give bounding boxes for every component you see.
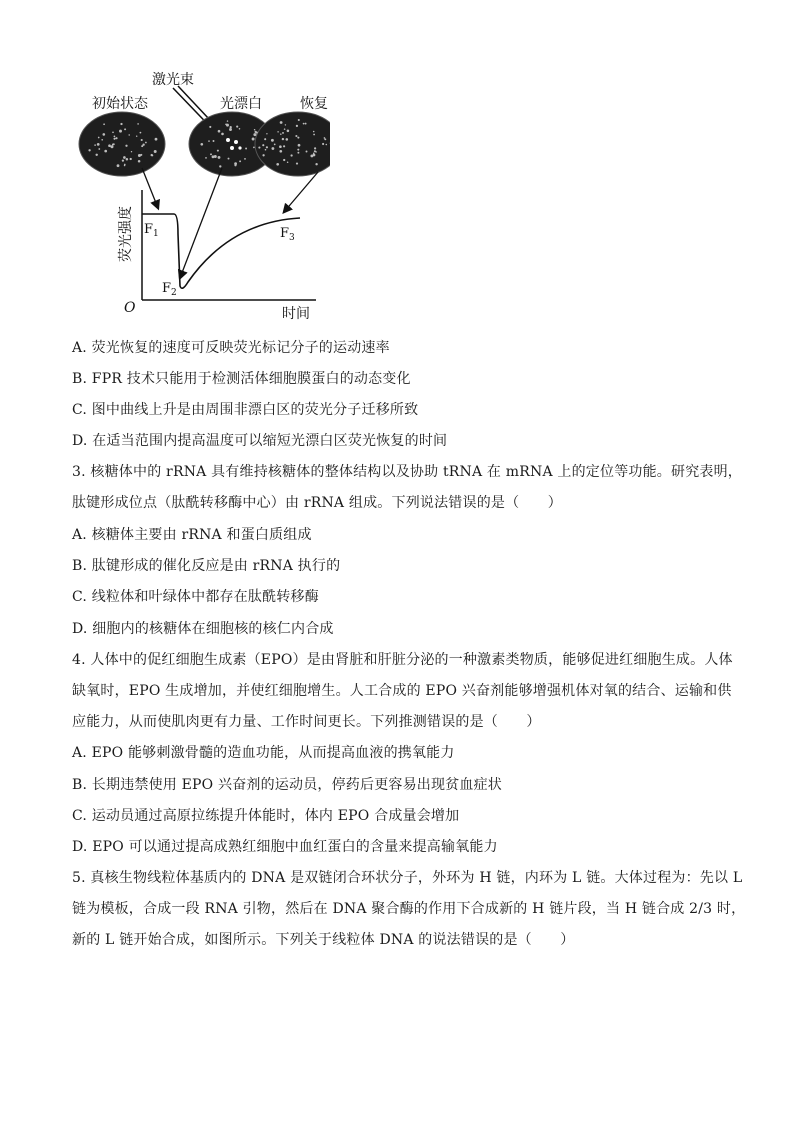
fluorescent-speckle — [218, 130, 221, 133]
fluorescent-speckle — [209, 126, 211, 128]
fluorescent-speckle — [213, 140, 215, 142]
fluorescent-speckle — [276, 163, 279, 166]
fluorescent-speckle — [297, 152, 299, 154]
fluorescent-speckle — [313, 134, 315, 136]
q3-option-c: C. 线粒体和叶绿体中都存在肽酰转移酶 — [72, 589, 319, 605]
origin-label: O — [124, 300, 136, 316]
q2-option-d: D. 在适当范围内提高温度可以缩短光漂白区荧光恢复的时间 — [72, 433, 448, 449]
fluorescent-speckle — [234, 162, 237, 165]
fluorescent-speckle — [111, 145, 114, 148]
fluorescent-speckle — [210, 153, 212, 155]
fluorescent-speckle — [258, 147, 260, 149]
fluorescent-speckle — [104, 150, 107, 153]
fluorescent-speckle — [95, 154, 97, 156]
fluorescent-speckle — [277, 131, 278, 132]
fluorescent-speckle — [218, 156, 221, 159]
svg-text:F: F — [144, 222, 154, 237]
q3-option-a: A. 核糖体主要由 rRNA 和蛋白质组成 — [72, 527, 312, 543]
fluorescent-speckle — [256, 132, 258, 134]
fluorescent-speckle — [262, 154, 264, 156]
fluorescent-speckle — [131, 151, 132, 152]
fluorescent-speckle — [124, 128, 126, 130]
fluorescent-speckle — [283, 145, 285, 147]
fluorescent-speckle — [112, 144, 114, 146]
fluorescent-speckle — [120, 123, 122, 125]
fluorescent-speckle — [136, 135, 137, 136]
q3-stem-line-2: 肽键形成位点（肽酰转移酶中心）由 rRNA 组成。下列说法错误的是（ ） — [72, 495, 562, 511]
q2-option-a: A. 荧光恢复的速度可反映荧光标记分子的运动速率 — [72, 340, 390, 356]
fluorescent-speckle — [130, 158, 132, 160]
fluorescent-speckle — [219, 165, 221, 167]
cell-image-recovery — [255, 112, 330, 176]
fluorescent-speckle — [266, 146, 268, 148]
fluorescent-speckle — [126, 158, 128, 161]
q2-option-c: C. 图中曲线上升是由周围非漂白区的荧光分子迁移所致 — [72, 402, 419, 418]
fluorescent-speckle — [125, 145, 127, 147]
fluorescent-speckle — [280, 121, 283, 124]
fluorescent-speckle — [313, 153, 315, 155]
fluorescent-speckle — [322, 143, 324, 145]
fluorescent-speckle — [296, 163, 298, 165]
fluorescent-speckle — [155, 138, 158, 141]
fluorescent-speckle — [282, 138, 284, 140]
fluorescent-speckle — [208, 140, 210, 142]
point-f2 — [162, 281, 177, 298]
fluorescent-speckle — [88, 149, 90, 151]
fluorescent-speckle — [310, 154, 313, 157]
fluorescent-speckle — [287, 161, 289, 163]
fluorescent-speckle — [265, 149, 267, 151]
q3-option-b: B. 肽键形成的催化反应是由 rRNA 执行的 — [72, 558, 341, 574]
fluorescent-speckle — [98, 137, 100, 139]
fluorescent-speckle — [284, 128, 286, 130]
q5-stem-line-3: 新的 L 链开始合成，如图所示。下列关于线粒体 DNA 的说法错误的是（ ） — [72, 932, 575, 948]
fluorescent-speckle — [236, 126, 238, 128]
fluorescent-speckle — [128, 134, 129, 135]
fluorescence-curve — [142, 214, 300, 288]
fluorescent-speckle — [140, 154, 142, 156]
fluorescent-speckle — [297, 149, 299, 151]
state-label-initial: 初始状态 — [92, 96, 148, 112]
q4-stem-line-3: 应能力，从而使肌肉更有力量、工作时间更长。下列推测错误的是（ ） — [72, 714, 541, 730]
fluorescent-speckle — [262, 144, 264, 146]
fluorescent-speckle — [298, 144, 301, 147]
fluorescent-speckle — [313, 131, 315, 133]
fluorescent-speckle — [117, 164, 120, 167]
fluorescent-speckle — [290, 154, 292, 156]
fluorescent-speckle — [253, 147, 255, 149]
fluorescent-speckle — [154, 150, 157, 153]
fluorescent-speckle — [205, 157, 207, 159]
fluorescent-speckle — [112, 131, 114, 133]
fluorescent-speckle — [296, 125, 298, 127]
fluorescent-speckle — [227, 120, 228, 121]
fluorescent-speckle — [239, 160, 241, 162]
fluorescent-speckle — [119, 130, 122, 133]
q5-stem-line-2: 链为模板，合成一段 RNA 引物，然后在 DNA 聚合酶的作用下合成新的 H 链片段，当 H 链合成 2/3 时， — [72, 901, 746, 917]
fluorescent-speckle — [145, 142, 147, 144]
q2-option-b: B. FPR 技术只能用于检测活体细胞膜蛋白的动态变化 — [72, 371, 411, 387]
fluorescent-speckle — [102, 133, 105, 136]
fluorescent-speckle — [271, 139, 274, 142]
q3-stem-line-1: 3. 核糖体中的 rRNA 具有维持核糖体的整体结构以及协助 tRNA 在 mRNA 上的定位等功能。研究表明， — [72, 464, 743, 480]
fluorescent-speckle — [217, 150, 219, 152]
frap-figure — [70, 60, 330, 325]
state-label-recovery: 恢复 — [300, 96, 328, 112]
svg-text:1: 1 — [153, 229, 159, 239]
fluorescent-speckle — [97, 143, 100, 146]
fluorescent-speckle — [152, 155, 154, 157]
fluorescent-speckle — [138, 160, 141, 163]
fluorescent-speckle — [282, 132, 284, 134]
fluorescent-speckle — [274, 144, 276, 146]
fluorescent-speckle — [253, 133, 256, 136]
figure-arrows — [142, 168, 318, 278]
fluorescent-speckle — [264, 138, 266, 140]
fluorescent-speckle — [101, 139, 103, 141]
fluorescent-speckle — [315, 151, 317, 153]
fluorescent-speckle — [229, 128, 232, 131]
y-axis-label: 荧光强度 — [118, 206, 134, 262]
fluorescent-speckle — [287, 130, 290, 133]
fluorescent-speckle — [280, 133, 282, 135]
q3-option-d: D. 细胞内的核糖体在细胞核的核仁内合成 — [72, 621, 334, 637]
fluorescent-speckle — [244, 158, 246, 160]
fluorescent-speckle — [286, 138, 289, 141]
fluorescent-speckle — [279, 145, 282, 148]
x-axis-label: 时间 — [282, 306, 310, 322]
fluorescent-speckle — [142, 144, 144, 146]
fluorescent-speckle — [295, 135, 297, 137]
fluorescent-speckle — [137, 123, 139, 125]
fluorescent-speckle — [122, 159, 124, 161]
fluorescent-speckle — [114, 136, 116, 138]
fluorescent-speckle — [297, 137, 299, 139]
fluorescent-speckle — [108, 144, 111, 147]
fluorescent-speckle — [221, 133, 224, 136]
fluorescent-speckle — [230, 126, 232, 128]
fluorescent-speckle — [306, 151, 308, 153]
fluorescent-speckle — [228, 158, 230, 160]
fluorescent-speckle — [115, 137, 117, 139]
fluorescent-speckle — [245, 148, 247, 150]
fluorescent-speckle — [303, 123, 305, 125]
fluorescent-speckle — [271, 147, 274, 150]
fluorescent-speckle — [279, 150, 282, 153]
fluorescent-speckle — [314, 147, 316, 149]
fluorescent-speckle — [123, 156, 126, 159]
fluorescent-speckle — [326, 144, 328, 146]
fluorescent-speckle — [252, 138, 255, 141]
svg-text:3: 3 — [289, 233, 295, 243]
fluorescent-speckle — [141, 139, 143, 141]
fluorescent-speckle — [239, 128, 241, 130]
fluorescent-speckle — [124, 165, 126, 167]
q4-option-b: B. 长期违禁使用 EPO 兴奋剂的运动员，停药后更容易出现贫血症状 — [72, 777, 503, 793]
fluorescent-speckle — [94, 144, 96, 146]
svg-text:2: 2 — [171, 288, 177, 298]
q4-stem-line-1: 4. 人体中的促红细胞生成素（EPO）是由肾脏和肝脏分泌的一种激素类物质，能够促进红细胞生成。人体 — [72, 652, 733, 668]
fluorescent-speckle — [298, 119, 300, 121]
cell-image-initial — [79, 112, 165, 176]
fluorescent-speckle — [254, 129, 255, 130]
laser-beam-label: 激光束 — [152, 72, 194, 88]
fluorescent-speckle — [266, 133, 267, 134]
fluorescent-speckle — [305, 123, 307, 125]
point-f1 — [144, 222, 159, 239]
fluorescent-speckle — [113, 138, 115, 140]
fluorescent-speckle — [140, 132, 142, 134]
state-label-photobleach: 光漂白 — [220, 96, 262, 112]
svg-text:F: F — [162, 281, 172, 296]
q4-stem-line-2: 缺氧时，EPO 生成增加，并使红细胞增生。人工合成的 EPO 兴奋剂能够增强机体对氧的结合、运输和供 — [72, 683, 732, 699]
point-f3 — [280, 226, 295, 243]
svg-text:F: F — [280, 226, 290, 241]
fluorescent-speckle — [324, 137, 326, 139]
fluorescent-speckle — [285, 124, 286, 125]
fluorescent-speckle — [283, 159, 285, 161]
fluorescent-speckle — [214, 155, 217, 158]
q4-option-c: C. 运动员通过高原拉练提升体能时，体内 EPO 合成量会增加 — [72, 808, 460, 824]
fluorescent-speckle — [200, 143, 203, 146]
q4-option-d: D. EPO 可以通过提高成熟红细胞中血红蛋白的含量来提高输氧能力 — [72, 839, 498, 855]
fluorescent-speckle — [103, 123, 105, 125]
q5-stem-line-1: 5. 真核生物线粒体基质内的 DNA 是双链闭合环状分子，外环为 H 链，内环为 L 链。大体过程为：先以 L — [72, 870, 743, 886]
q4-option-a: A. EPO 能够刺激骨髓的造血功能，从而提高血液的携氧能力 — [72, 745, 455, 761]
fluorescent-speckle — [98, 148, 100, 150]
fluorescent-speckle — [226, 124, 229, 127]
fluorescent-speckle — [315, 163, 317, 165]
